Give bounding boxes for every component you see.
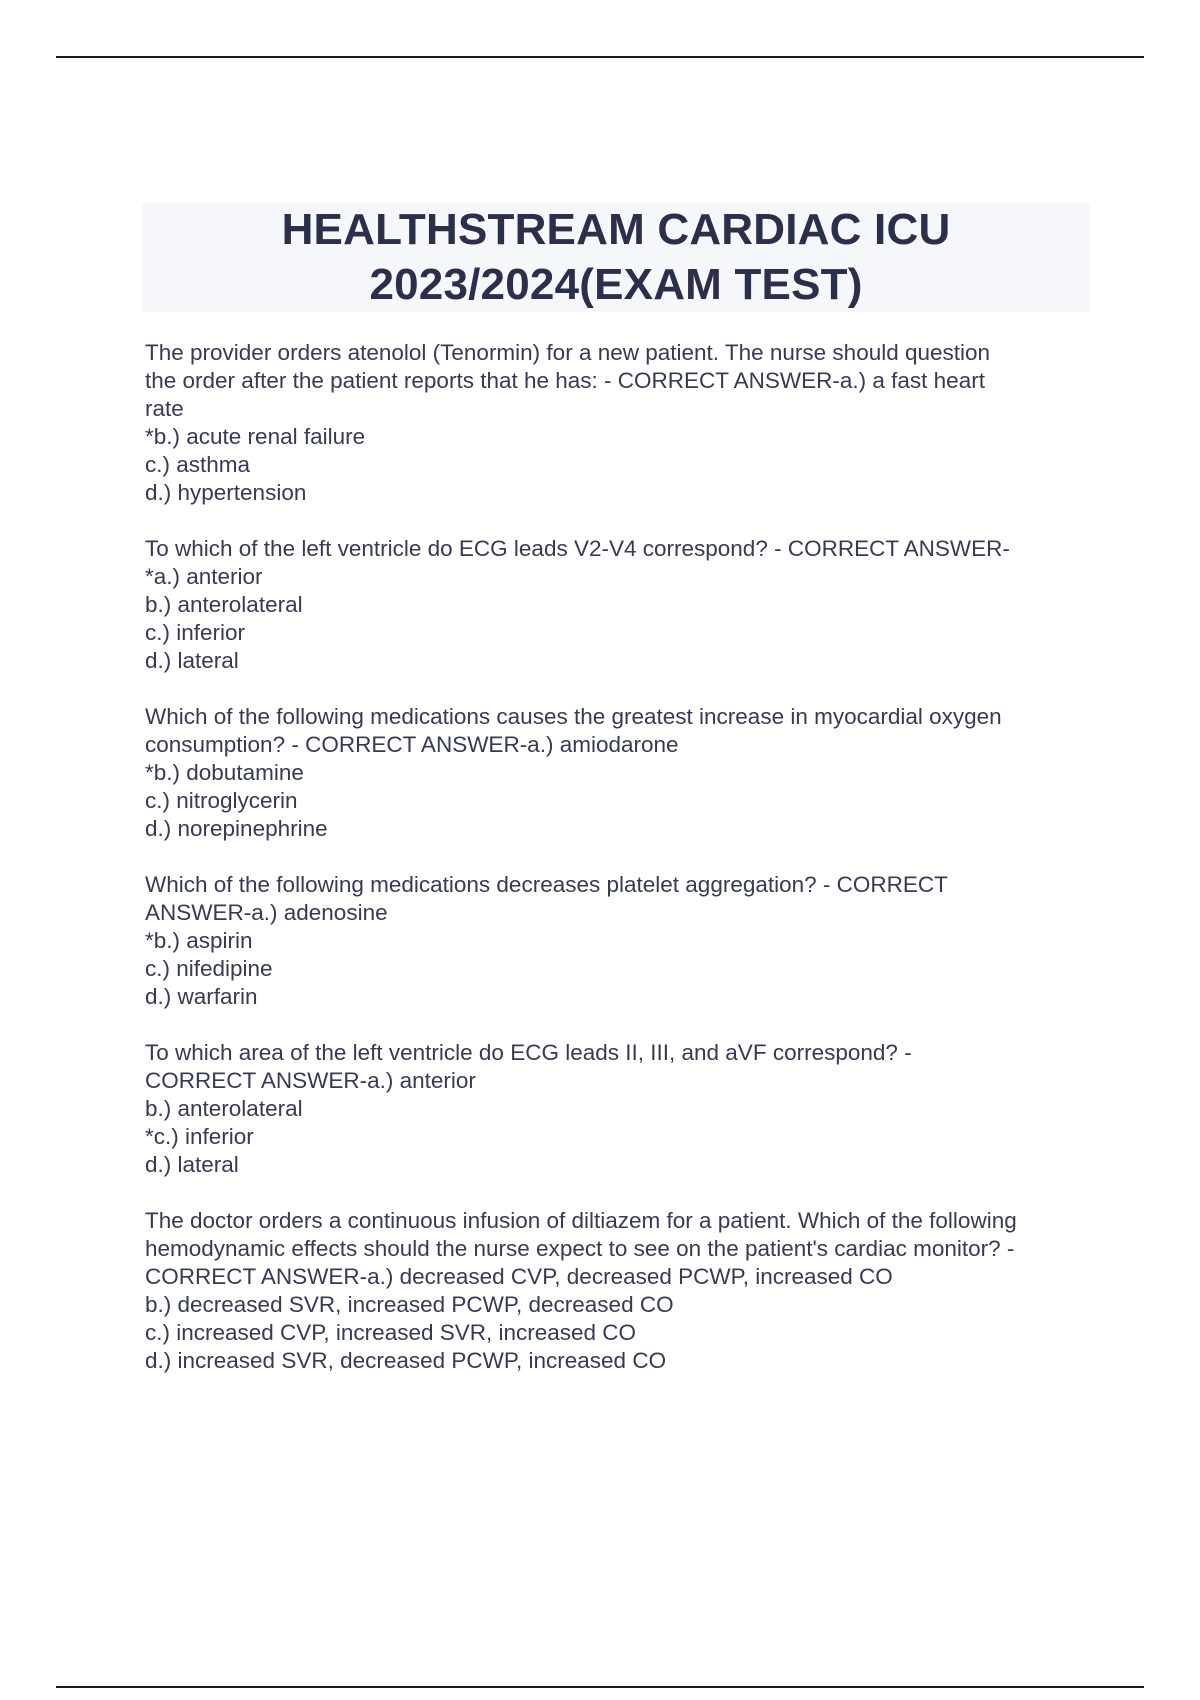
question-text: CORRECT ANSWER-a.) anterior xyxy=(145,1068,476,1093)
answer-option: d.) lateral xyxy=(145,648,239,673)
answer-option: b.) decreased SVR, increased PCWP, decreased CO xyxy=(145,1292,674,1317)
answer-option: b.) anterolateral xyxy=(145,592,303,617)
answer-option: d.) hypertension xyxy=(145,480,307,505)
answer-option: c.) asthma xyxy=(145,452,251,477)
question-text: Which of the following medications decreases platelet aggregation? - CORRECT xyxy=(145,872,948,897)
document-title-line-1: HEALTHSTREAM CARDIAC ICU xyxy=(281,205,951,254)
answer-option: c.) nifedipine xyxy=(145,956,273,981)
answer-option: d.) increased SVR, decreased PCWP, increased CO xyxy=(145,1348,667,1373)
answer-option: c.) nitroglycerin xyxy=(145,788,298,813)
question-text: the order after the patient reports that he has: - CORRECT ANSWER-a.) a fast heart xyxy=(145,368,985,393)
question-block-5 xyxy=(145,1039,1090,1179)
document-title-line-2: 2023/2024(EXAM TEST) xyxy=(369,260,863,309)
question-block-6 xyxy=(145,1207,1090,1375)
question-text: To which area of the left ventricle do ECG leads II, III, and aVF correspond? - xyxy=(145,1040,912,1065)
answer-option: c.) increased CVP, increased SVR, increased CO xyxy=(145,1320,637,1345)
question-text: rate xyxy=(145,396,184,421)
question-block-1 xyxy=(145,339,1090,507)
answer-option: *b.) aspirin xyxy=(145,928,253,953)
question-list xyxy=(145,339,1090,1403)
question-text: The provider orders atenolol (Tenormin) for a new patient. The nurse should question xyxy=(145,340,991,365)
answer-option: d.) norepinephrine xyxy=(145,816,328,841)
answer-option: c.) inferior xyxy=(145,620,246,645)
question-text: CORRECT ANSWER-a.) decreased CVP, decreased PCWP, increased CO xyxy=(145,1264,893,1289)
question-block-2 xyxy=(145,535,1090,675)
question-block-3 xyxy=(145,703,1090,843)
answer-option: *c.) inferior xyxy=(145,1124,254,1149)
question-block-4 xyxy=(145,871,1090,1011)
question-text: To which of the left ventricle do ECG leads V2-V4 correspond? - CORRECT ANSWER- xyxy=(145,536,1010,561)
answer-option: *b.) acute renal failure xyxy=(145,424,366,449)
answer-option: d.) warfarin xyxy=(145,984,258,1009)
bottom-rule xyxy=(56,1686,1144,1688)
question-text: consumption? - CORRECT ANSWER-a.) amiodarone xyxy=(145,732,679,757)
title-banner xyxy=(142,202,1090,312)
question-text: hemodynamic effects should the nurse expect to see on the patient's cardiac monitor? - xyxy=(145,1236,1015,1261)
question-text: ANSWER-a.) adenosine xyxy=(145,900,388,925)
question-text: The doctor orders a continuous infusion of diltiazem for a patient. Which of the following xyxy=(145,1208,1017,1233)
answer-option: *b.) dobutamine xyxy=(145,760,304,785)
answer-option: b.) anterolateral xyxy=(145,1096,303,1121)
answer-option: d.) lateral xyxy=(145,1152,239,1177)
top-rule xyxy=(56,56,1144,58)
answer-option: *a.) anterior xyxy=(145,564,263,589)
question-text: Which of the following medications causes the greatest increase in myocardial oxygen xyxy=(145,704,1002,729)
